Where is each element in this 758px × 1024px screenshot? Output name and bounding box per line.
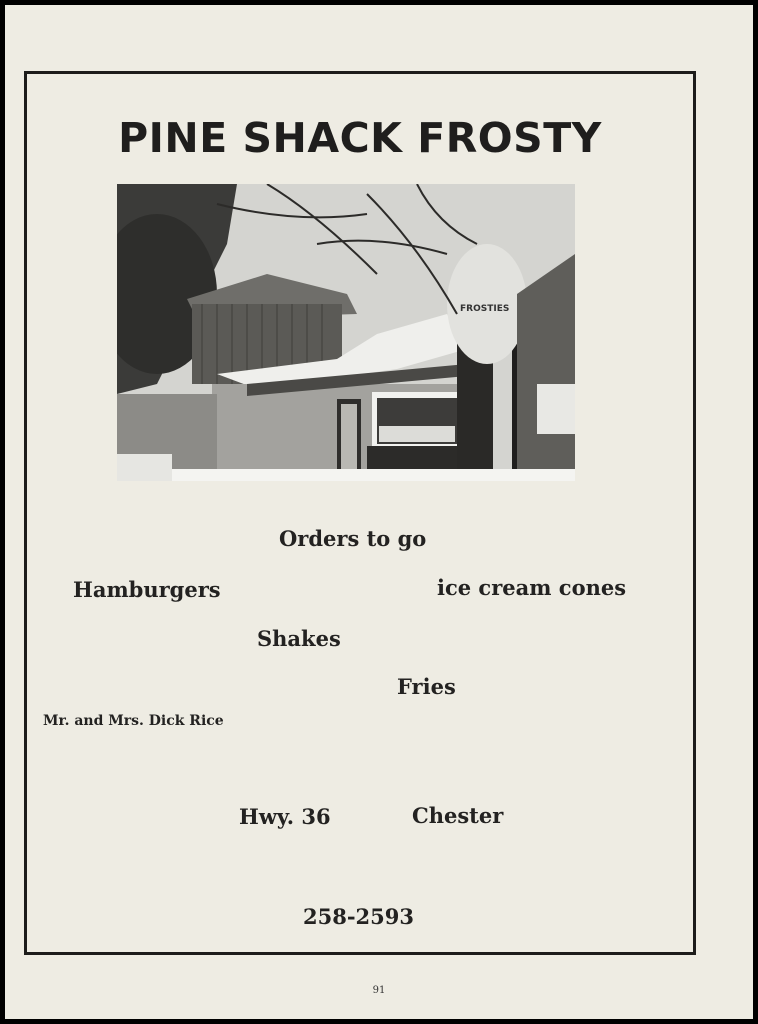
phone-number: 258-2593 <box>303 904 414 929</box>
highway-text: Hwy. 36 <box>239 804 331 829</box>
photo-sign-text: FROSTIES <box>460 304 510 314</box>
page-number: 91 <box>372 985 386 996</box>
storefront-photo-drawing <box>117 184 575 481</box>
ice-cream-cones-text: ice cream cones <box>437 575 627 600</box>
ad-title: PINE SHACK FROSTY <box>118 114 602 162</box>
hamburgers-text: Hamburgers <box>73 577 221 602</box>
advertisement-box <box>24 71 696 955</box>
yearbook-page <box>5 5 753 1019</box>
fries-text: Fries <box>397 674 456 699</box>
storefront-photo <box>117 184 575 481</box>
owners-text: Mr. and Mrs. Dick Rice <box>43 713 224 729</box>
town-text: Chester <box>412 803 504 828</box>
orders-to-go-text: Orders to go <box>279 526 427 551</box>
shakes-text: Shakes <box>257 626 341 651</box>
